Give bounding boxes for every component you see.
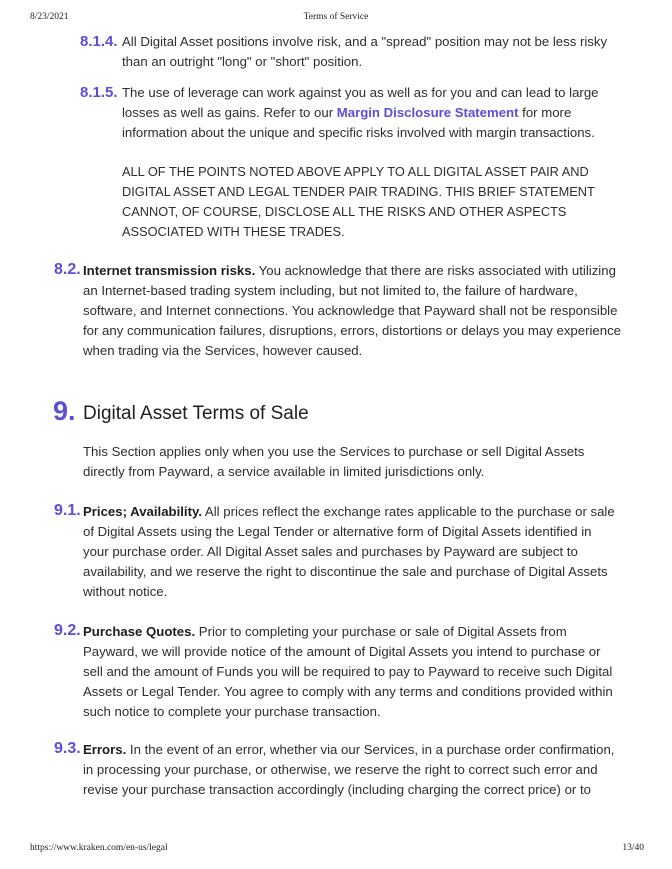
text-line: All Digital Asset positions involve risk, and a "spread" position may not be less risky [122, 34, 608, 49]
text-line: availability, and we reserve the right to discontinue the sale and purchase of Digital Assets [83, 564, 608, 579]
text-fragment: You acknowledge that there are risks associated with utilizing [255, 263, 616, 278]
section-number-9-3: 9.3. [54, 740, 81, 757]
text-line: directly from Payward, a service available in limited jurisdictions only. [83, 464, 485, 479]
text-line: revise your purchase transaction accordingly (including charging the correct price) or to [83, 782, 591, 797]
section-9-2-text [83, 622, 613, 722]
text-line: than an outright "long" or "short" position. [122, 54, 363, 69]
text-line: ALL OF THE POINTS NOTED ABOVE APPLY TO ALL DIGITAL ASSET PAIR AND [122, 164, 589, 179]
text-line [122, 103, 599, 123]
text-line: such notice to complete your purchase transaction. [83, 704, 381, 719]
text-line: This Section applies only when you use the Services to purchase or sell Digital Assets [83, 444, 585, 459]
text-line: information about the unique and specific risks involved with margin transactions. [122, 125, 595, 140]
section-number-8-2: 8.2. [54, 261, 81, 278]
text-line: The use of leverage can work against you as well as for you and can lead to large [122, 85, 599, 100]
section-9-3-title: Errors. [83, 742, 127, 757]
section-9-title: Digital Asset Terms of Sale [83, 403, 309, 424]
section-9-3-text [83, 740, 614, 800]
text-fragment: Prior to completing your purchase or sale of Digital Assets from [195, 624, 567, 639]
text-line: CANNOT, OF COURSE, DISCLOSE ALL THE RISKS AND OTHER ASPECTS [122, 204, 567, 219]
section-number-9-2: 9.2. [54, 622, 81, 639]
section-8-1-5-text [122, 83, 599, 143]
text-fragment: All prices reflect the exchange rates applicable to the purchase or sale [201, 504, 615, 519]
text-line: of Digital Assets using the Legal Tender or alternative form of Digital Assets identified in [83, 524, 592, 539]
section-8-2-title: Internet transmission risks. [83, 263, 256, 278]
risk-disclosure-statement [122, 162, 595, 242]
section-9-1-text [83, 502, 615, 602]
section-8-1-4-text [122, 32, 607, 72]
text-line: Assets or Legal Tender. You agree to comply with any terms and conditions provided within [83, 684, 613, 699]
text-line [83, 261, 621, 281]
text-line: Payward, we will provide notice of the amount of Digital Assets you intend to purchase or [83, 644, 601, 659]
text-fragment: In the event of an error, whether via our Services, in a purchase order confirmation, [126, 742, 615, 757]
page-number: 13/40 [622, 843, 644, 853]
margin-disclosure-link[interactable]: Margin Disclosure Statement [336, 105, 519, 120]
text-line [83, 740, 614, 760]
text-line: DIGITAL ASSET AND LEGAL TENDER PAIR TRADING. THIS BRIEF STATEMENT [122, 184, 595, 199]
text-line: in processing your purchase, or otherwise, we reserve the right to correct such error and [83, 762, 598, 777]
text-line: without notice. [83, 584, 168, 599]
section-number-8-1-5: 8.1.5. [80, 84, 118, 101]
text-line [83, 502, 615, 522]
section-9-1-title: Prices; Availability. [83, 504, 202, 519]
text-line: your purchase order. All Digital Asset sales and purchases by Payward are subject to [83, 544, 578, 559]
text-line: an Internet-based trading system including, but not limited to, the failure of hardware, [83, 283, 578, 298]
print-date: 8/23/2021 [30, 12, 69, 22]
section-8-2-text [83, 261, 621, 361]
text-fragment: losses as well as gains. Refer to our [122, 105, 337, 120]
section-number-9: 9. [53, 396, 76, 426]
text-fragment: for more [518, 105, 572, 120]
text-line: sell and the amount of Funds you will be required to pay to Payward to receive such Digital [83, 664, 613, 679]
section-9-2-title: Purchase Quotes. [83, 624, 196, 639]
print-title: Terms of Service [303, 12, 369, 22]
text-line: software, and Internet connections. You acknowledge that Payward shall not be responsible [83, 303, 618, 318]
text-line: ASSOCIATED WITH THESE TRADES. [122, 224, 345, 239]
text-line: for any communication failures, disruptions, errors, distortions or delays you may experience [83, 323, 621, 338]
section-number-9-1: 9.1. [54, 502, 81, 519]
text-line: when trading via the Services, however caused. [83, 343, 363, 358]
text-line [83, 622, 613, 642]
section-9-intro [83, 442, 584, 482]
section-number-8-1-4: 8.1.4. [80, 33, 118, 50]
print-url: https://www.kraken.com/en-us/legal [30, 843, 168, 853]
